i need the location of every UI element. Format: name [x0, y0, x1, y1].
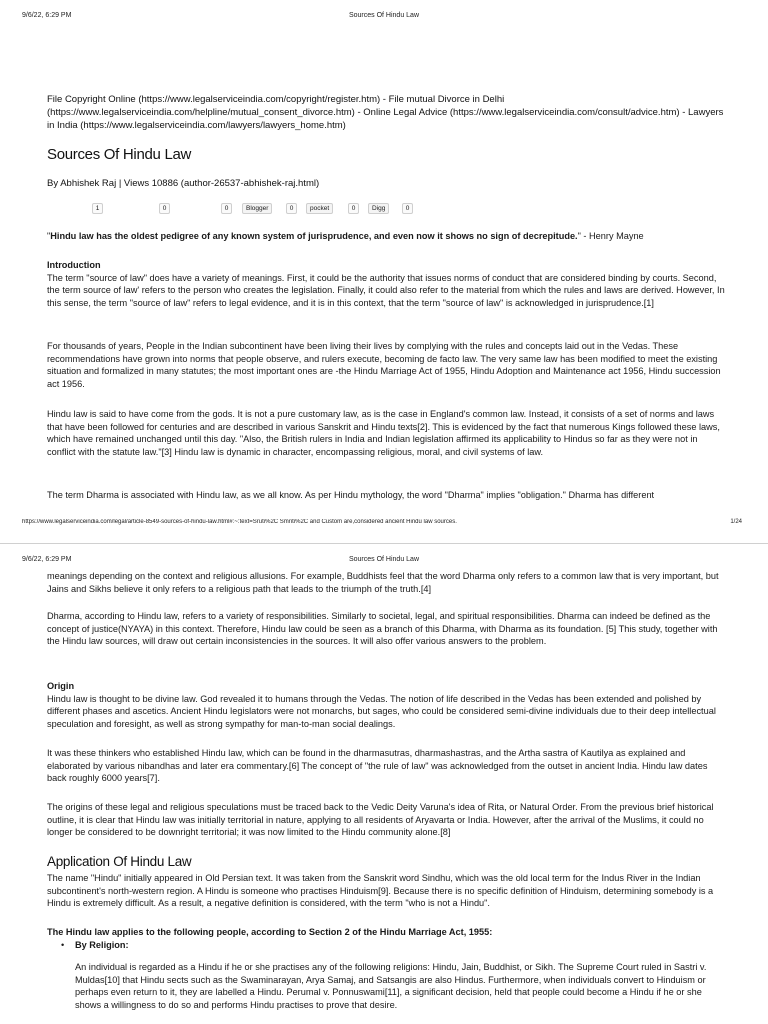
bullet-text: An individual is regarded as a Hindu if he or she practises any of the following religions: Hindu, Jain, Buddhist, or Sikh. The Supreme Court ruled in Sastri v. Muldas[10] that Hindu sects such as the Swaminarayan, Arya Samaj, and Satsangis are also Hindus. Furthermore, when individuals convert to Hinduism or perhaps even return to it, they are labelled a Hindu. Perumal v. Ponnuswami[11], a significant decision, held that people could become a Hindu if he or she shows a willingness to do so and performs Hindu practises to prove that desire. — [75, 962, 707, 1010]
page-number: 1/24 — [730, 519, 742, 525]
intro-paragraph-3-block — [47, 408, 725, 458]
continued-paragraph-block — [47, 570, 725, 595]
dharma-paragraph: Dharma, according to Hindu law, refers to a variety of responsibilities. Similarly to societal, legal, and spiritual responsibilities. Dharma can indeed be defined as the concept of justice(NYAYA) in this context. Therefore, Hindu law could be seen as a branch of this Dharma, with Dharma as its foundation. [5] This study, together with the Hindu law sources, will draw out certain inconsistencies in the sources. It will also offer various answers to the problem. — [47, 611, 718, 647]
introduction-heading: Introduction — [47, 260, 101, 270]
quote-attribution: " - Henry Mayne — [577, 231, 644, 241]
quote-bold-text: Hindu law has the oldest pedigree of any known system of jurisprudence, and even now it shows no sign of decrepitude. — [50, 231, 578, 241]
byline[interactable]: By Abhishek Raj | Views 10886 (author-26537-abhishek-raj.html) — [47, 178, 320, 189]
origin-paragraph-3: The origins of these legal and religious speculations must be traced back to the Vedic Deity Varuna's idea of Rita, or Natural Order. From the previous brief historical outline, it is clear that Hindu law was initially territorial in nature, applying to all residents of Aryavarta or India. However, after the arrival of the Muslims, it could no longer be considered to be downright territorial; it was now limited to the Hindu community alone.[8] — [47, 802, 714, 838]
bullet-dot: • — [61, 940, 65, 950]
intro-paragraph-3: Hindu law is said to have come from the gods. It is not a pure customary law, as is the case in England's common law. Instead, it consists of a set of norms and laws that have been followed for centuries and are described in various Sanskrit and Hindu texts[2]. This is evidenced by the fact that numerous Kings followed these laws, which have remained unchanged until this day. "Also, the British rulers in India and Indian legislation affirmed its applicability to Hindus so far as they were not in conflict with the statute law."[3] Hindu law is dynamic in character, encompassing religious, moral, and civil systems of law. — [47, 409, 720, 457]
origin-paragraph-3-block — [47, 801, 725, 839]
pdf-page-2 — [0, 548, 768, 1024]
share-count-2[interactable]: 0 — [159, 203, 170, 214]
share-count-1[interactable]: 1 — [92, 203, 103, 214]
origin-paragraph-2: It was these thinkers who established Hindu law, which can be found in the dharmasutras, dharmashastras, and the Artha sastra of Kautilya as explained and elaborated by various nibandhas and later era commentary.[6] The concept of "the rule of law" was acknowledged from the outset in ancient India. Hindu law dates back roughly 6000 years[7]. — [47, 748, 708, 784]
intro-paragraph-1: The term "source of law" does have a variety of meanings. First, it could be the authority that issues norms of conduct that are considered binding by courts. Second, the term source of law' refers to the person who creates the legislation. Finally, it could also refer to the material from which the rules and laws are derived. However, In this sense, the term "source of law" refers to legal evidence, and it is in this context, that the term "source of law" is acknowledged in jurisprudence.[1] — [47, 272, 725, 308]
application-paragraph: The name "Hindu" initially appeared in Old Persian text. It was taken from the Sanskrit word Sindhu, which was the old local term for the Indus River in the Indian subcontinent's north-western region. A Hindu is someone who practises Hinduism[9]. Because there is no specific definition of Hinduism, determining somebody is a Hindu is extremely difficult. As a result, a negative definition is considered, with the term "who is not a Hindu". — [47, 873, 714, 909]
bullet-title: By Religion: — [75, 940, 129, 950]
print-date-2: 9/6/22, 6:29 PM — [22, 556, 72, 563]
intro-paragraph-4: The term Dharma is associated with Hindu law, as we all know. As per Hindu mythology, the word "Dharma" implies "obligation." Dharma has different — [47, 490, 655, 500]
digg-share-button[interactable]: Digg — [368, 203, 389, 214]
epigraph-quote — [47, 231, 727, 241]
intro-paragraph-2-block — [47, 340, 725, 390]
print-title: Sources Of Hindu Law — [348, 12, 420, 19]
print-title-2: Sources Of Hindu Law — [348, 556, 420, 563]
application-heading: Application Of Hindu Law — [47, 854, 192, 869]
print-date: 9/6/22, 6:29 PM — [22, 12, 72, 19]
top-links-text[interactable]: File Copyright Online (https://www.legalserviceindia.com/copyright/register.htm) - File mutual Divorce in Delhi (https://www.legalserviceindia.com/helpline/mutual_consent_divorce.htm) - Online Legal Advice (https://www.legalserviceindia.com/consult/advice.htm) - Lawyers in India (https://www.legalserviceindia.com/lawyers/lawyers_home.htm) — [47, 94, 724, 131]
origin-heading: Origin — [47, 681, 75, 691]
application-paragraph-block — [47, 872, 725, 910]
intro-paragraph-4-block — [47, 489, 725, 502]
digg-count: 0 — [402, 203, 413, 214]
continued-paragraph: meanings depending on the context and religious allusions. For example, Buddhists feel that the word Dharma only refers to a common law that is very important, but Jains and Sikhs believe it only refers to a religious path that leads to the triumph of the truth.[4] — [47, 571, 719, 594]
introduction-section — [47, 259, 725, 309]
quote-open: " — [47, 231, 51, 241]
top-links[interactable] — [47, 93, 725, 132]
blogger-count: 0 — [286, 203, 297, 214]
origin-paragraph-1: Hindu law is thought to be divine law. God revealed it to humans through the Vedas. The notion of life described in the Vedas has been extended and polished by different phases and ascetics. Ancient Hindu legislators were not monarchs, but sages, who could be considered semi-divine individuals due to their deep intellectual speculation and foresight, as well as strong sympathy for man-to-man social dealings. — [47, 693, 716, 729]
applies-line-block — [47, 926, 725, 939]
origin-section — [47, 680, 725, 730]
page-separator — [0, 543, 768, 544]
article-title: Sources Of Hindu Law — [47, 146, 192, 163]
origin-paragraph-2-block — [47, 747, 725, 785]
share-count-3[interactable]: 0 — [221, 203, 232, 214]
dharma-paragraph-block — [47, 610, 725, 648]
blogger-share-button[interactable]: Blogger — [242, 203, 272, 214]
footer-url: https://www.legalserviceindia.com/legal/article-8549-sources-of-hindu-law.html#:~:text=Sruti%2C Smriti%2C and Custom are,considered ancient Hindu law sources. — [22, 519, 457, 525]
pocket-count: 0 — [348, 203, 359, 214]
pocket-share-button[interactable]: pocket — [306, 203, 333, 214]
applies-line: The Hindu law applies to the following people, according to Section 2 of the Hindu Marriage Act, 1955: — [47, 927, 493, 937]
intro-paragraph-2: For thousands of years, People in the Indian subcontinent have been living their lives by complying with the rules and concepts laid out in the Vedas. These recommendations have grown into norms that people observe, and rulers execute, becoming de facto law. The very same law has been modified to meet the existing situation and formalized in many statutes; the most important ones are -the Hindu Marriage Act of 1955, Hindu Adoption and Maintenance act 1956, Hindu succession act 1956. — [47, 341, 721, 389]
